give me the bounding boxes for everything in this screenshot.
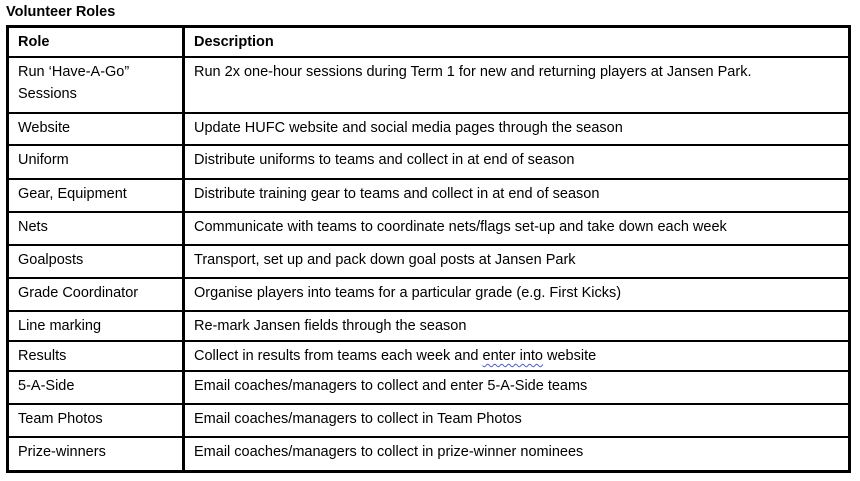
role-cell: Goalposts	[8, 245, 184, 278]
role-cell: Grade Coordinator	[8, 278, 184, 311]
document-title: Volunteer Roles	[6, 4, 116, 20]
description-cell: Distribute uniforms to teams and collect in at end of season	[184, 145, 850, 179]
description-cell	[184, 341, 850, 371]
role-cell: Line marking	[8, 311, 184, 341]
table-row	[8, 404, 850, 437]
table-row	[8, 113, 850, 145]
role-cell: Gear, Equipment	[8, 179, 184, 212]
column-header-role: Role	[8, 27, 184, 58]
description-text: Collect in results from teams each week and	[194, 348, 483, 364]
role-cell: Prize-winners	[8, 437, 184, 471]
table-header-row	[8, 27, 850, 58]
description-cell: Communicate with teams to coordinate nets/flags set-up and take down each week	[184, 212, 850, 245]
table-row	[8, 212, 850, 245]
role-cell: Website	[8, 113, 184, 145]
description-cell: Organise players into teams for a particular grade (e.g. First Kicks)	[184, 278, 850, 311]
description-cell: Email coaches/managers to collect in Team Photos	[184, 404, 850, 437]
role-cell: Results	[8, 341, 184, 371]
volunteer-roles-table	[6, 25, 851, 473]
table-row	[8, 145, 850, 179]
table-row	[8, 278, 850, 311]
table-row	[8, 341, 850, 371]
table-row	[8, 57, 850, 113]
description-text: website	[542, 348, 597, 364]
description-cell: Transport, set up and pack down goal posts at Jansen Park	[184, 245, 850, 278]
column-header-description: Description	[184, 27, 850, 58]
grammar-flagged-text: enter into	[482, 348, 543, 364]
table-row	[8, 311, 850, 341]
description-cell: Re-mark Jansen fields through the season	[184, 311, 850, 341]
description-cell: Distribute training gear to teams and collect in at end of season	[184, 179, 850, 212]
role-cell: 5-A-Side	[8, 371, 184, 404]
description-cell: Run 2x one-hour sessions during Term 1 for new and returning players at Jansen Park.	[184, 57, 850, 113]
table-row	[8, 371, 850, 404]
role-cell: Uniform	[8, 145, 184, 179]
table-row	[8, 437, 850, 471]
description-cell: Update HUFC website and social media pages through the season	[184, 113, 850, 145]
role-cell: Run ‘Have-A-Go” Sessions	[8, 57, 184, 113]
role-cell: Team Photos	[8, 404, 184, 437]
table-row	[8, 179, 850, 212]
role-cell: Nets	[8, 212, 184, 245]
description-cell: Email coaches/managers to collect in prize-winner nominees	[184, 437, 850, 471]
description-cell: Email coaches/managers to collect and enter 5-A-Side teams	[184, 371, 850, 404]
table-row	[8, 245, 850, 278]
